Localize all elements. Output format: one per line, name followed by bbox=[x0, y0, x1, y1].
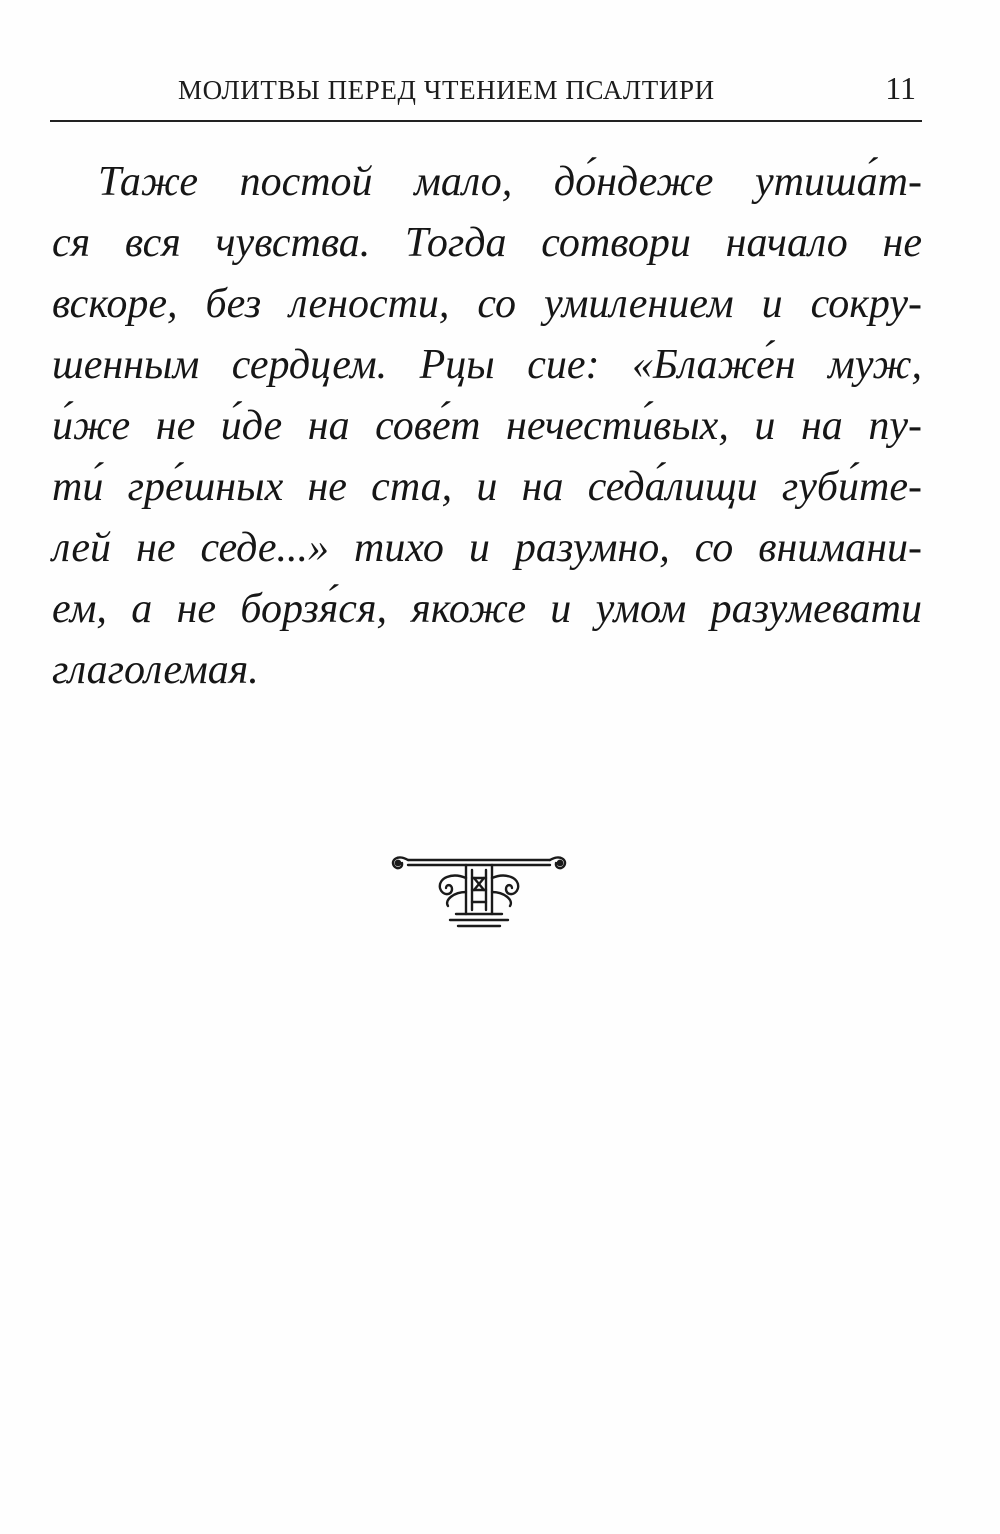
text-line: лей не седе...» тихо и разумно, со внимани- bbox=[52, 525, 922, 571]
text-line: ем, а не борзя́ся, якоже и умом разумевати bbox=[52, 586, 922, 632]
text-line: ти́ гре́шных не ста, и на седа́лищи губи́те- bbox=[52, 464, 922, 510]
body-text bbox=[52, 152, 922, 701]
running-title: МОЛИТВЫ ПЕРЕД ЧТЕНИЕМ ПСАЛТИРИ bbox=[178, 75, 715, 105]
text-line: и́же не и́де на сове́т нечести́вых, и на пу- bbox=[52, 403, 922, 449]
text-line: ся вся чувства. Тогда сотвори начало не bbox=[52, 220, 922, 266]
text-line: глаголемая. bbox=[52, 647, 259, 693]
running-head bbox=[50, 62, 922, 122]
decorative-tailpiece-icon bbox=[386, 848, 572, 930]
text-line: Таже постой мало, до́ндеже утиша́т- bbox=[98, 159, 922, 205]
page-number: 11 bbox=[885, 70, 916, 106]
text-line: шенным сердцем. Рцы сие: «Блаже́н муж, bbox=[52, 342, 922, 388]
text-line: вскоре, без лености, со умилением и сокру- bbox=[52, 281, 922, 327]
